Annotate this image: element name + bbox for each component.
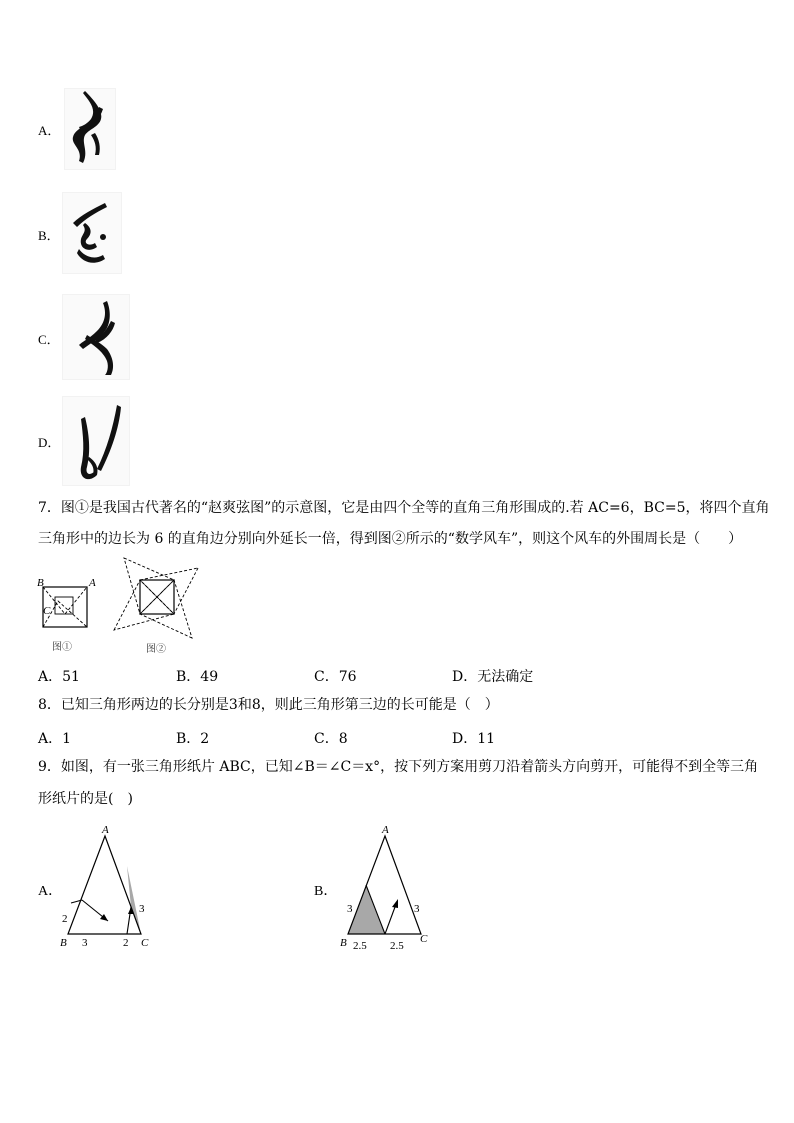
calligraphy-image-c bbox=[62, 294, 130, 380]
option-label: D． bbox=[38, 435, 61, 450]
side-length-label: 2 bbox=[62, 913, 68, 925]
q7-answer-c: C．76 bbox=[314, 669, 357, 685]
vertex-label-c: C bbox=[43, 605, 51, 617]
question-8-text: 8．已知三角形两边的长分别是3和8，则此三角形第三边的长可能是（ ） bbox=[38, 697, 499, 713]
calligraphy-image-a bbox=[64, 88, 116, 170]
q9-figure-b bbox=[336, 818, 440, 952]
option-label: B． bbox=[38, 228, 60, 243]
question-9-line-1: 9．如图，有一张三角形纸片 ABC，已知∠B＝∠C＝x°，按下列方案用剪刀沿着箭头方向剪开，可能得不到全等三角 bbox=[38, 759, 759, 775]
side-length-label: 3 bbox=[82, 937, 88, 949]
q7-figure-2 bbox=[110, 556, 206, 658]
q8-answer-b: B．2 bbox=[176, 731, 210, 747]
arrow-icon bbox=[392, 899, 398, 908]
vertex-label-a: A bbox=[89, 577, 96, 589]
calligraphy-image-b bbox=[62, 192, 122, 274]
question-7-line-1: 7．图①是我国古代著名的“赵爽弦图”的示意图，它是由四个全等的直角三角形围成的.若 AC=6，BC=5，将四个直角 bbox=[38, 500, 770, 516]
vertex-label-c: C bbox=[141, 937, 149, 949]
q9-option-b-label: B． bbox=[314, 884, 338, 899]
vertex-label-b: B bbox=[60, 937, 67, 949]
q7-figure-1 bbox=[36, 576, 100, 654]
q9-figure-a bbox=[56, 818, 160, 952]
side-length-label: 3 bbox=[139, 903, 145, 915]
figure-caption: 图① bbox=[52, 642, 72, 653]
vertex-label-a: A bbox=[382, 824, 389, 836]
side-length-label: 2 bbox=[123, 937, 129, 949]
q8-answer-a: A．1 bbox=[38, 731, 72, 747]
option-label: A． bbox=[38, 123, 61, 138]
vertex-label-b: B bbox=[37, 577, 44, 589]
question-9-line-2: 形纸片的是( ) bbox=[38, 791, 133, 807]
option-label: C． bbox=[38, 332, 60, 347]
q8-answer-c: C．8 bbox=[314, 731, 348, 747]
shaded-triangle bbox=[348, 885, 385, 934]
q7-answer-d: D．无法确定 bbox=[452, 669, 534, 685]
side-length-label: 3 bbox=[414, 903, 420, 915]
q8-answer-d: D．11 bbox=[452, 731, 496, 747]
side-length-label: 3 bbox=[347, 903, 353, 915]
side-length-label: 2.5 bbox=[390, 940, 404, 952]
vertex-label-b: B bbox=[340, 937, 347, 949]
q7-answer-b: B．49 bbox=[176, 669, 219, 685]
q7-answer-a: A．51 bbox=[38, 669, 80, 685]
question-7-line-2: 三角形中的边长为 6 的直角边分别向外延长一倍，得到图②所示的“数学风车”，则这个风车的外围周长是（ ） bbox=[38, 531, 743, 547]
vertex-label-c: C bbox=[420, 933, 428, 945]
q9-option-a-label: A． bbox=[38, 884, 63, 899]
figure-caption: 图② bbox=[146, 644, 166, 655]
side-length-label: 2.5 bbox=[353, 940, 367, 952]
calligraphy-image-d bbox=[62, 396, 130, 486]
vertex-label-a: A bbox=[102, 824, 109, 836]
